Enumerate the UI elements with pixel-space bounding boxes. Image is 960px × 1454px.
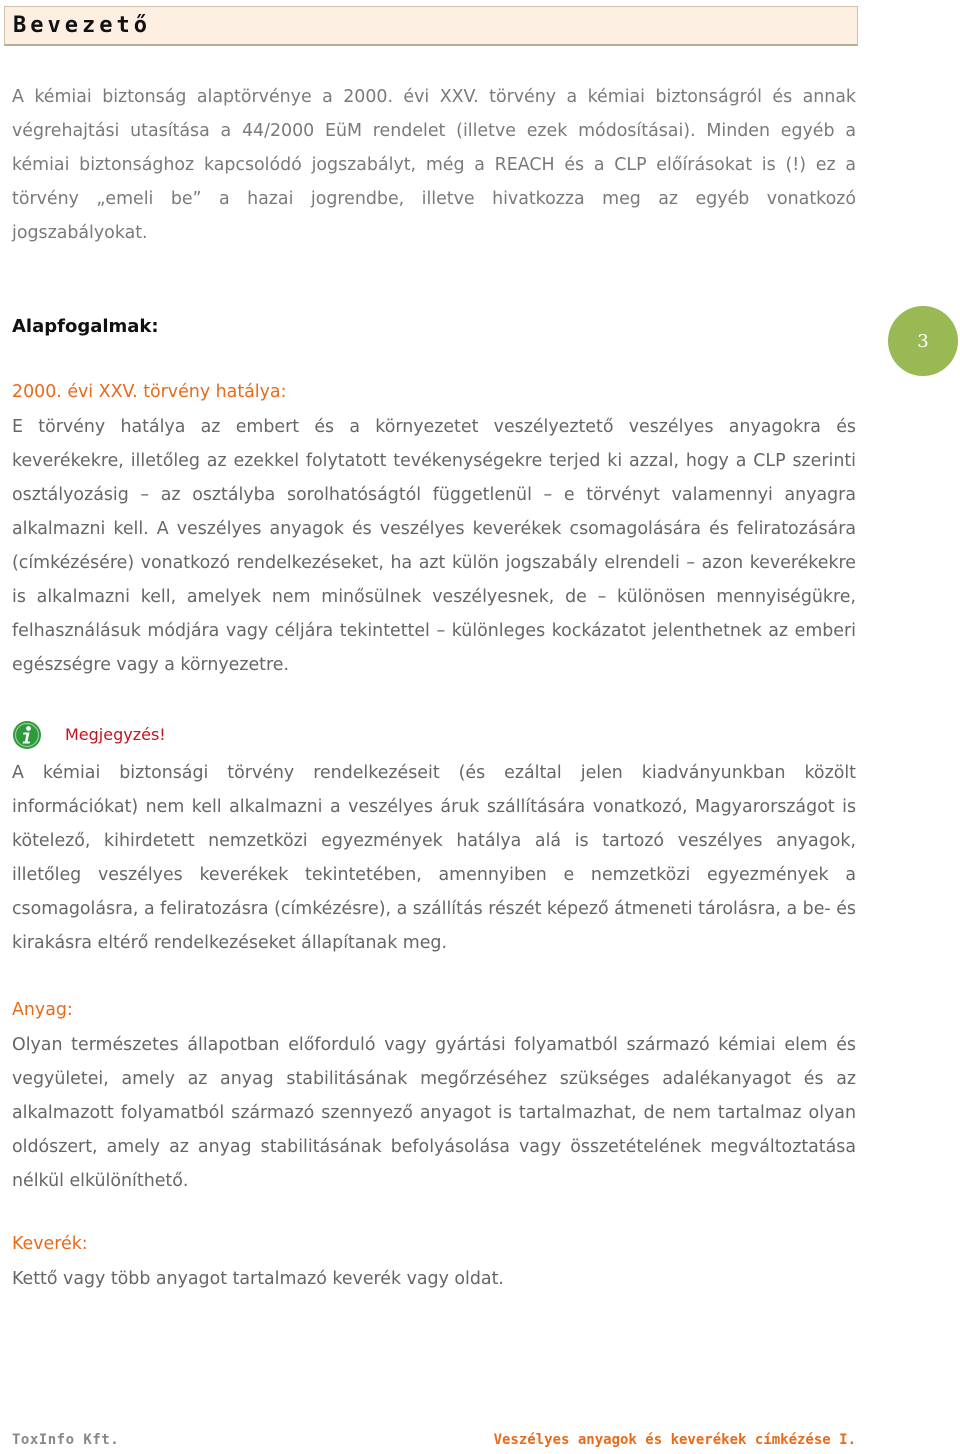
note-paragraph: A kémiai biztonsági törvény rendelkezéseit (és ezáltal jelen kiadványunkban közölt információkat) nem kell alkalmazni a veszélyes áruk szállítására vonatkozó, Magyarországot is kötelező, kihirdetett nemzetközi egyezmények hatálya alá is tartozó veszélyes anyagok, illetőleg veszélyes keverékek tekintetében, amennyiben e nemzetközi egyezmények a csomagolásra, a feliratozásra (címkézésre), a szállítás részét képező átmeneti tárolásra, a be- és kirakásra eltérő rendelkezéseket állapítanak meg.: [12, 763, 856, 953]
page-number: 3: [917, 330, 929, 352]
anyag-heading: Anyag:: [12, 1000, 73, 1020]
law-heading: 2000. évi XXV. törvény hatálya:: [12, 382, 287, 402]
footer-company: ToxInfo Kft.: [12, 1432, 120, 1448]
title-bar: [4, 6, 858, 46]
note-label: Megjegyzés!: [65, 725, 166, 744]
law-paragraph: E törvény hatálya az embert és a környezetet veszélyeztető veszélyes anyagokra és keverékekre, illetőleg az ezekkel folytatott tevékenységekre terjed ki azzal, hogy a CLP szerinti osztályozásig – az osztályba sorolhatóságtól függetlenül – e törvényt valamennyi anyagra alkalmazni kell. A veszélyes anyagok és veszélyes keverékek csomagolására és feliratozására (címkézésére) vonatkozó rendelkezéseket, ha azt külön jogszabály elrendeli – azon keverékekre is alkalmazni kell, amelyek nem minősülnek veszélyesnek, de – különösen mennyiségükre, felhasználásuk módjára vagy céljára tekintettel – különleges kockázatot jelenthetnek az emberi egészségre vagy a környezetre.: [12, 417, 856, 675]
keverek-paragraph: Kettő vagy több anyagot tartalmazó keverék vagy oldat.: [12, 1269, 504, 1289]
intro-paragraph: A kémiai biztonság alaptörvénye a 2000. évi XXV. törvény a kémiai biztonságról és annak végrehajtási utasítása a 44/2000 EüM rendelet (illetve ezek módosításai). Minden egyéb a kémiai biztonsághoz kapcsolódó jogszabályt, még a REACH és a CLP előírásokat is (!) ez a törvény „emeli be” a hazai jogrendbe, illetve hivatkozza meg az egyéb vonatkozó jogszabályokat.: [12, 87, 856, 243]
info-icon: [12, 720, 42, 750]
footer-publication-title: Veszélyes anyagok és keverékek címkézése I.: [493, 1432, 856, 1448]
page-title: Bevezető: [13, 13, 151, 38]
section-heading: Alapfogalmak:: [12, 316, 159, 337]
page-number-badge: [888, 306, 958, 376]
anyag-paragraph: Olyan természetes állapotban előforduló vagy gyártási folyamatból származó kémiai elem és vegyületei, amely az anyag stabilitásának megőrzéséhez szükséges adalékanyagot és az alkalmazott folyamatból származó szennyező anyagot is tartalmazhat, de nem tartalmaz olyan oldószert, amely az anyag stabilitásának befolyásolása vagy összetételének megváltoztatása nélkül elkülöníthető.: [12, 1035, 856, 1191]
keverek-heading: Keverék:: [12, 1234, 88, 1254]
